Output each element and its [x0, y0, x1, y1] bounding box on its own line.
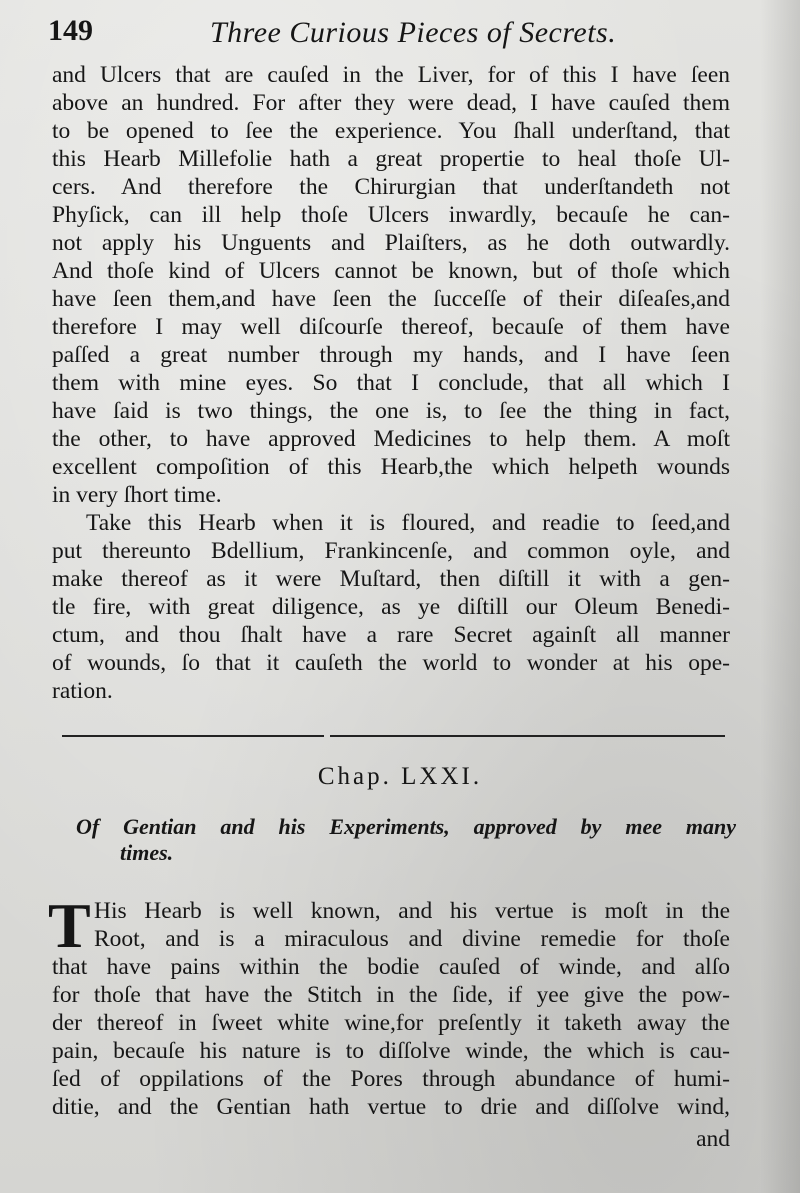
text-line: this Hearb Millefolie hath a great propertie to heal thoſe Ul- [52, 146, 730, 172]
text-line: paſſed a great number through my hands, and I have ſeen [52, 342, 730, 368]
text-line: ration. [52, 678, 113, 704]
page-edge-shadow [760, 0, 800, 1193]
page-number: 149 [48, 14, 93, 47]
text-line: tle fire, with great diligence, as ye diſtill our Oleum Benedi- [52, 594, 730, 620]
text-line: the other, to have approved Medicines to help them. A moſt [52, 426, 730, 452]
text-line: them with mine eyes. So that I conclude, that all which I [52, 370, 730, 396]
chapter-subheading-line: Of Gentian and his Experiments, approved by mee many [76, 814, 736, 839]
text-line: der thereof in ſweet white wine,for preſently it taketh away the [52, 1010, 730, 1036]
text-line: put thereunto Bdellium, Frankincenſe, and common oyle, and [52, 538, 730, 564]
text-line: ctum, and thou ſhalt have a rare Secret againſt all manner [52, 622, 730, 648]
text-line: for thoſe that have the Stitch in the ſide, if yee give the pow- [52, 982, 730, 1008]
section-rule-right [330, 735, 725, 737]
text-line: pain, becauſe his nature is to diſſolve winde, the which is cau- [52, 1038, 730, 1064]
text-line: ditie, and the Gentian hath vertue to drie and diſſolve wind, [52, 1094, 730, 1120]
page-header [40, 14, 760, 60]
running-title: Three Curious Pieces of Secrets. [210, 16, 617, 49]
text-line: have ſeen them,and have ſeen the ſucceſſe of their diſeaſes,and [52, 286, 730, 312]
text-line: in very ſhort time. [52, 482, 222, 508]
text-line: have ſaid is two things, the one is, to ſee the thing in fact, [52, 398, 730, 424]
drop-cap: T [48, 890, 91, 961]
text-line: to be opened to ſee the experience. You ſhall underſtand, that [52, 118, 730, 144]
text-line: ſed of oppilations of the Pores through abundance of humi- [52, 1066, 730, 1092]
text-line: And thoſe kind of Ulcers cannot be known, but of thoſe which [52, 258, 730, 284]
text-line: above an hundred. For after they were dead, I have cauſed them [52, 90, 730, 116]
text-line: Take this Hearb when it is floured, and readie to ſeed,and [86, 510, 730, 536]
text-line: Phyſick, can ill help thoſe Ulcers inwardly, becauſe he can- [52, 202, 730, 228]
text-line: make thereof as it were Muſtard, then diſtill it with a gen- [52, 566, 730, 592]
section-rule-left [62, 735, 324, 737]
text-line: Root, and is a miraculous and divine remedie for thoſe [94, 926, 730, 952]
text-line: therefore I may well diſcourſe thereof, becauſe of them have [52, 314, 730, 340]
chapter-heading: Chap. LXXI. [317, 763, 483, 790]
text-line: His Hearb is well known, and his vertue is moſt in the [94, 898, 730, 924]
text-line: excellent compoſition of this Hearb,the which helpeth wounds [52, 454, 730, 480]
text-line: not apply his Unguents and Plaiſters, as he doth outwardly. [52, 230, 730, 256]
chapter-subheading-line: times. [120, 840, 174, 865]
text-line: and Ulcers that are cauſed in the Liver, for of this I have ſeen [52, 62, 730, 88]
text-line: cers. And therefore the Chirurgian that underſtandeth not [52, 174, 730, 200]
text-line: that have pains within the bodie cauſed of winde, and alſo [52, 954, 730, 980]
catchword: and [696, 1126, 730, 1152]
text-line: of wounds, ſo that it cauſeth the world to wonder at his ope- [52, 650, 730, 676]
